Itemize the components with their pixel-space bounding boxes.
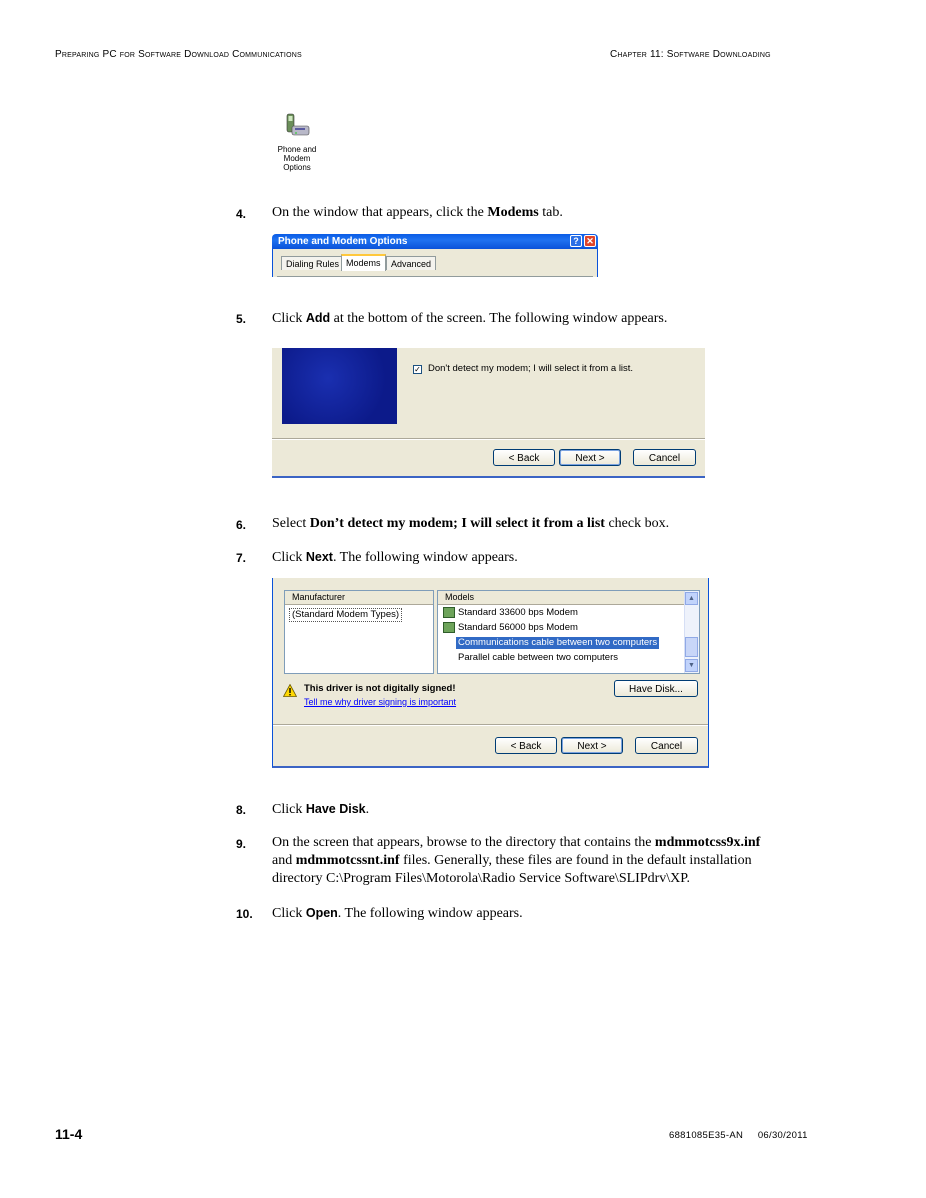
step-text: Click Have Disk.	[272, 802, 370, 817]
manufacturer-header: Manufacturer	[285, 591, 433, 605]
separator	[272, 438, 705, 440]
models-header: Models	[438, 591, 699, 605]
dont-detect-label: Don't detect my modem; I will select it from a list.	[428, 363, 634, 374]
close-button[interactable]: ✕	[584, 235, 596, 247]
select-modem-window	[272, 578, 709, 768]
step-text: Click Open. The following window appears.	[272, 906, 523, 921]
dont-detect-checkbox[interactable]: ✓	[414, 365, 421, 374]
next-button[interactable]: Next >	[561, 737, 623, 754]
window-title-bar	[272, 234, 598, 249]
have-disk-button[interactable]: Have Disk...	[614, 680, 698, 697]
step-number: 8.	[236, 803, 247, 817]
model-item[interactable]: Parallel cable between two computers	[458, 652, 619, 663]
icon-label-line-1: Phone and	[277, 145, 317, 154]
document-id-date: 6881085E35-AN 06/30/2011	[669, 1130, 808, 1141]
tab-panel-edge	[277, 276, 593, 277]
model-item-selected[interactable]: Communications cable between two computers	[458, 637, 658, 648]
manufacturer-item[interactable]: (Standard Modem Types)	[289, 608, 402, 622]
icon-label-line-3: Options	[283, 163, 311, 172]
page-number: 11-4	[55, 1126, 83, 1142]
phone-modem-icon	[272, 112, 322, 140]
step-text-line-2: and mdmmotcssnt.inf files. Generally, these files are found in the default installation	[272, 853, 752, 868]
cancel-button[interactable]: Cancel	[633, 449, 696, 466]
modem-icon	[443, 622, 455, 633]
step-number: 7.	[236, 551, 247, 565]
model-item[interactable]: Standard 56000 bps Modem	[458, 622, 578, 633]
window-title: Phone and Modem Options	[278, 236, 408, 247]
window-body	[272, 249, 598, 277]
models-list[interactable]	[437, 590, 700, 674]
scroll-up-button[interactable]: ▲	[685, 592, 698, 605]
manufacturer-list[interactable]	[284, 590, 434, 674]
modem-icon	[443, 607, 455, 618]
phone-modem-shortcut[interactable]	[272, 112, 322, 172]
separator	[273, 724, 708, 726]
running-header-left: Preparing PC for Software Download Communications	[55, 49, 302, 60]
icon-label-line-2: Modem	[283, 154, 311, 163]
wizard-banner-image	[282, 348, 397, 424]
install-new-modem-window	[272, 348, 705, 478]
phone-modem-options-window	[272, 234, 598, 277]
step-text-line-1: On the screen that appears, browse to the directory that contains the mdmmotcss9x.inf	[272, 835, 761, 850]
step-text: Click Next. The following window appears.	[272, 550, 518, 565]
tab-advanced[interactable]: Advanced	[386, 256, 436, 270]
step-text: On the window that appears, click the Modems tab.	[272, 205, 563, 220]
tab-modems[interactable]: Modems	[341, 254, 386, 271]
running-header-right: Chapter 11: Software Downloading	[610, 49, 771, 60]
warning-icon	[283, 684, 297, 697]
model-item[interactable]: Standard 33600 bps Modem	[458, 607, 578, 618]
next-button[interactable]: Next >	[559, 449, 621, 466]
back-button[interactable]: < Back	[493, 449, 555, 466]
step-number: 6.	[236, 518, 247, 532]
scroll-thumb[interactable]	[685, 637, 698, 657]
step-text: Select Don’t detect my modem; I will select it from a list check box.	[272, 516, 670, 531]
step-number: 10.	[236, 907, 253, 921]
step-number: 5.	[236, 312, 247, 326]
driver-signing-link[interactable]: Tell me why driver signing is important	[304, 697, 457, 707]
help-button[interactable]: ?	[570, 235, 582, 247]
step-text: Click Add at the bottom of the screen. The following window appears.	[272, 311, 668, 326]
tab-dialing-rules[interactable]: Dialing Rules	[281, 256, 344, 270]
step-text-line-3: directory C:\Program Files\Motorola\Radio Service Software\SLIPdrv\XP.	[272, 871, 691, 886]
back-button[interactable]: < Back	[495, 737, 557, 754]
step-number: 4.	[236, 207, 247, 221]
warning-text: This driver is not digitally signed!	[304, 683, 456, 694]
step-number: 9.	[236, 837, 247, 851]
cancel-button[interactable]: Cancel	[635, 737, 698, 754]
scroll-down-button[interactable]: ▼	[685, 659, 698, 672]
models-scrollbar[interactable]	[684, 591, 699, 673]
